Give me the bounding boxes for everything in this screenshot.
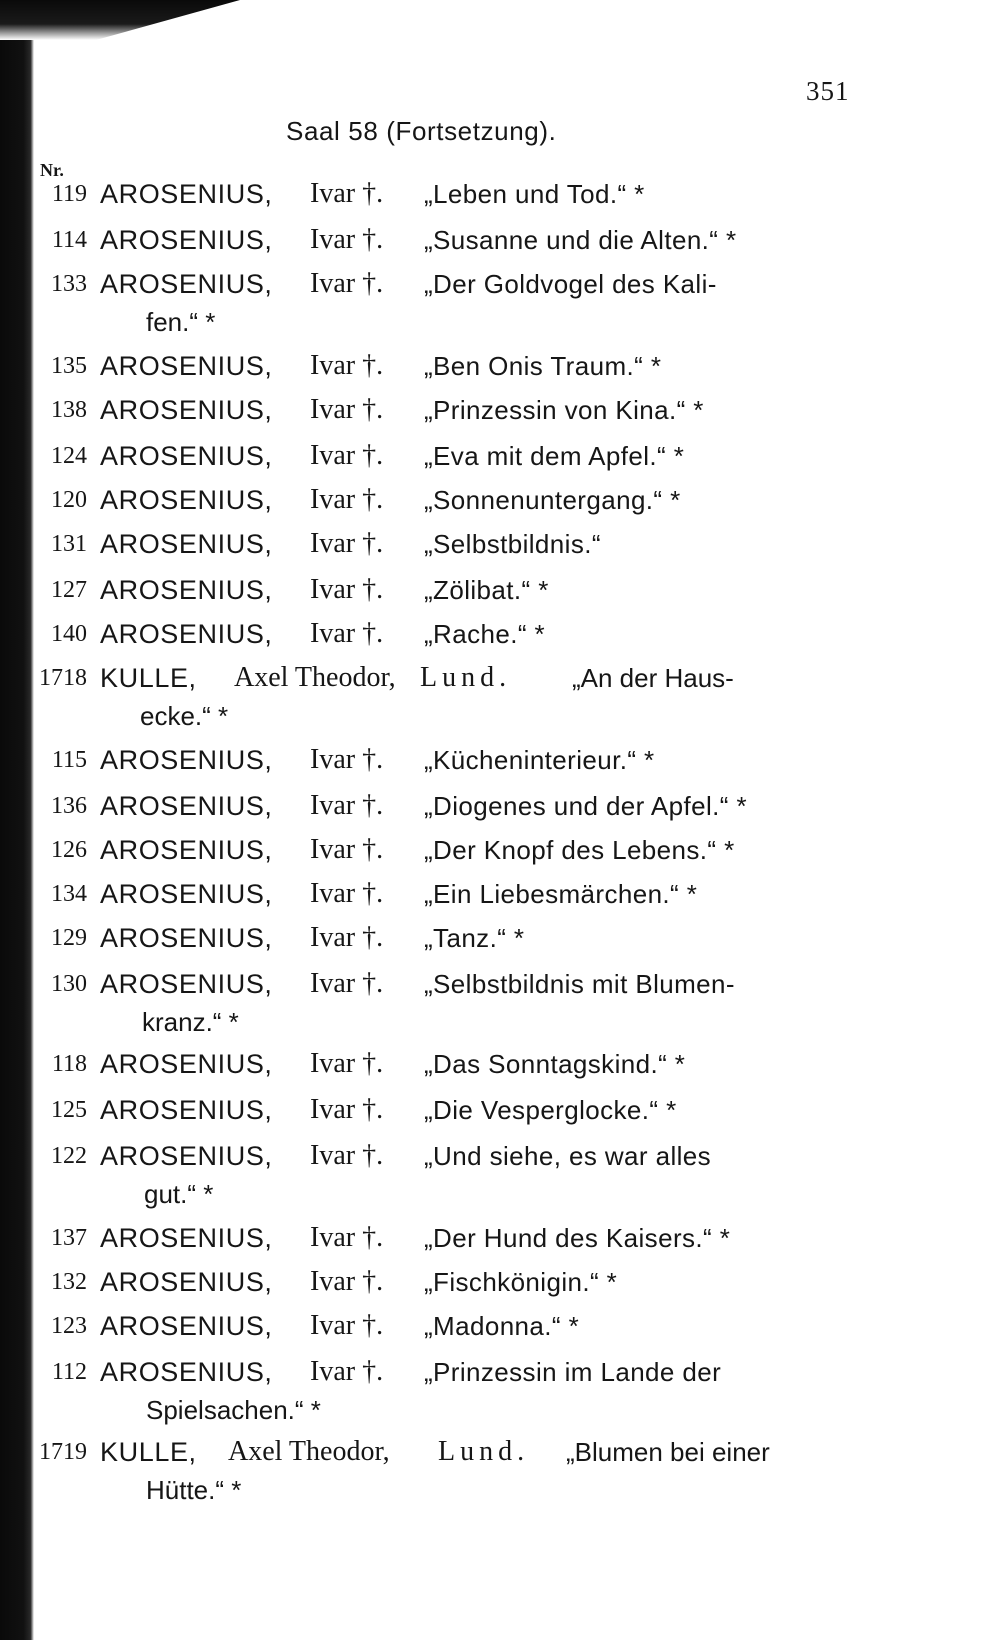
- artwork-title: „Blumen bei einer: [566, 1437, 770, 1467]
- artwork-title: „Die Vesperglocke.“ *: [424, 1095, 677, 1125]
- artist-first-name: Ivar †.: [310, 268, 384, 299]
- artist-surname: AROSENIUS,: [100, 529, 273, 559]
- entry-number: 140: [51, 621, 87, 647]
- artist-surname: AROSENIUS,: [100, 395, 273, 425]
- artist-first-name: Ivar †.: [310, 1310, 384, 1341]
- artist-surname: AROSENIUS,: [100, 619, 273, 649]
- artwork-title-continuation: ecke.“ *: [140, 701, 229, 731]
- artist-surname: AROSENIUS,: [100, 745, 273, 775]
- artist-surname: AROSENIUS,: [100, 179, 273, 209]
- artist-surname: AROSENIUS,: [100, 351, 273, 381]
- artwork-title: „Ben Onis Traum.“ *: [424, 351, 662, 381]
- running-head: Saal 58 (Fortsetzung).: [286, 116, 557, 146]
- entry-number: 137: [51, 1225, 87, 1251]
- artwork-title: „An der Haus-: [572, 663, 734, 693]
- artist-surname: AROSENIUS,: [100, 923, 273, 953]
- artist-surname: KULLE,: [100, 1437, 197, 1467]
- entry-number: 1719: [39, 1439, 87, 1465]
- artist-first-name: Ivar †.: [310, 224, 384, 255]
- artist-first-name: Ivar †.: [310, 1222, 384, 1253]
- artwork-title: „Das Sonntagskind.“ *: [424, 1049, 686, 1079]
- artwork-title: „Der Goldvogel des Kali-: [424, 269, 717, 299]
- artwork-title: „Leben und Tod.“ *: [424, 179, 645, 209]
- artist-surname: AROSENIUS,: [100, 1311, 273, 1341]
- artist-surname: AROSENIUS,: [100, 879, 273, 909]
- artwork-title: „Fischkönigin.“ *: [424, 1267, 618, 1297]
- entry-number: 138: [51, 397, 87, 423]
- artwork-title: „Der Knopf des Lebens.“ *: [424, 835, 735, 865]
- artist-first-name: Ivar †.: [310, 834, 384, 865]
- entry-number: 135: [51, 353, 87, 379]
- entry-number: 1718: [39, 665, 87, 691]
- nr-column-label: Nr.: [40, 160, 64, 180]
- artist-first-name: Ivar †.: [310, 1140, 384, 1171]
- entry-number: 133: [51, 271, 87, 297]
- artwork-title: „Selbstbildnis.“: [424, 529, 601, 559]
- artwork-title-continuation: fen.“ *: [146, 307, 216, 337]
- entry-number: 126: [51, 837, 87, 863]
- entry-number: 130: [51, 971, 87, 997]
- artist-surname: AROSENIUS,: [100, 1095, 273, 1125]
- entry-number: 127: [51, 577, 87, 603]
- artist-surname: AROSENIUS,: [100, 1357, 273, 1387]
- artist-first-name: Ivar †.: [310, 878, 384, 909]
- entry-number: 115: [51, 747, 87, 773]
- artwork-title: „Eva mit dem Apfel.“ *: [424, 441, 685, 471]
- scan-edge-top: [0, 0, 240, 40]
- artist-surname: AROSENIUS,: [100, 1049, 273, 1079]
- entry-number: 123: [51, 1313, 87, 1339]
- artist-first-name: Ivar †.: [310, 618, 384, 649]
- artist-surname: AROSENIUS,: [100, 1267, 273, 1297]
- artist-surname: AROSENIUS,: [100, 791, 273, 821]
- scan-edge-left: [0, 0, 34, 1640]
- artwork-title: „Rache.“ *: [424, 619, 546, 649]
- artist-first-name: Ivar †.: [310, 394, 384, 425]
- artwork-title: „Kücheninterieur.“ *: [424, 745, 655, 775]
- artwork-title: „Und siehe, es war alles: [424, 1141, 712, 1171]
- artist-first-name: Axel Theodor,: [228, 1436, 390, 1467]
- artist-surname: AROSENIUS,: [100, 969, 273, 999]
- artist-surname: AROSENIUS,: [100, 441, 273, 471]
- artwork-title: „Diogenes und der Apfel.“ *: [424, 791, 747, 821]
- artist-first-name: Ivar †.: [310, 1094, 384, 1125]
- artist-first-name: Ivar †.: [310, 178, 384, 209]
- entry-number: 134: [51, 881, 87, 907]
- artist-first-name: Ivar †.: [310, 922, 384, 953]
- artwork-title: „Madonna.“ *: [424, 1311, 580, 1341]
- artist-city: Lund.: [438, 1436, 530, 1467]
- artwork-title-continuation: Hütte.“ *: [146, 1475, 242, 1505]
- artwork-title: „Tanz.“ *: [424, 923, 525, 953]
- artist-surname: AROSENIUS,: [100, 485, 273, 515]
- artist-first-name: Axel Theodor,: [234, 662, 396, 693]
- artist-first-name: Ivar †.: [310, 790, 384, 821]
- artist-first-name: Ivar †.: [310, 968, 384, 999]
- page-number: 351: [806, 76, 850, 106]
- artwork-title: „Zölibat.“ *: [424, 575, 549, 605]
- artist-surname: AROSENIUS,: [100, 269, 273, 299]
- artist-first-name: Ivar †.: [310, 528, 384, 559]
- artist-surname: AROSENIUS,: [100, 575, 273, 605]
- artwork-title: „Selbstbildnis mit Blumen-: [424, 969, 735, 999]
- entry-number: 136: [51, 793, 87, 819]
- entry-number: 122: [51, 1143, 87, 1169]
- entry-number: 132: [51, 1269, 87, 1295]
- artist-surname: KULLE,: [100, 663, 197, 693]
- artwork-title: „Prinzessin von Kina.“ *: [424, 395, 704, 425]
- artwork-title: „Ein Liebesmärchen.“ *: [424, 879, 698, 909]
- artist-city: Lund.: [420, 662, 512, 693]
- artist-surname: AROSENIUS,: [100, 835, 273, 865]
- artwork-title: „Sonnenuntergang.“ *: [424, 485, 681, 515]
- entry-number: 124: [51, 443, 87, 469]
- entry-number: 125: [51, 1097, 87, 1123]
- entry-number: 120: [51, 487, 87, 513]
- artist-surname: AROSENIUS,: [100, 1141, 273, 1171]
- artist-first-name: Ivar †.: [310, 1048, 384, 1079]
- entry-number: 131: [51, 531, 87, 557]
- artwork-title: „Susanne und die Alten.“ *: [424, 225, 737, 255]
- artist-first-name: Ivar †.: [310, 1266, 384, 1297]
- artwork-title: „Prinzessin im Lande der: [424, 1357, 722, 1387]
- entry-number: 118: [51, 1051, 87, 1077]
- artist-first-name: Ivar †.: [310, 350, 384, 381]
- artist-first-name: Ivar †.: [310, 440, 384, 471]
- artwork-title-continuation: gut.“ *: [144, 1179, 214, 1209]
- artist-first-name: Ivar †.: [310, 1356, 384, 1387]
- entry-number: 112: [51, 1359, 87, 1385]
- entry-number: 119: [51, 181, 87, 207]
- entry-number: 114: [51, 227, 87, 253]
- artist-first-name: Ivar †.: [310, 574, 384, 605]
- artist-first-name: Ivar †.: [310, 484, 384, 515]
- entry-number: 129: [51, 925, 87, 951]
- artwork-title-continuation: kranz.“ *: [142, 1007, 239, 1037]
- artist-first-name: Ivar †.: [310, 744, 384, 775]
- artist-surname: AROSENIUS,: [100, 1223, 273, 1253]
- artist-surname: AROSENIUS,: [100, 225, 273, 255]
- artwork-title: „Der Hund des Kaisers.“ *: [424, 1223, 731, 1253]
- artwork-title-continuation: Spielsachen.“ *: [146, 1395, 321, 1425]
